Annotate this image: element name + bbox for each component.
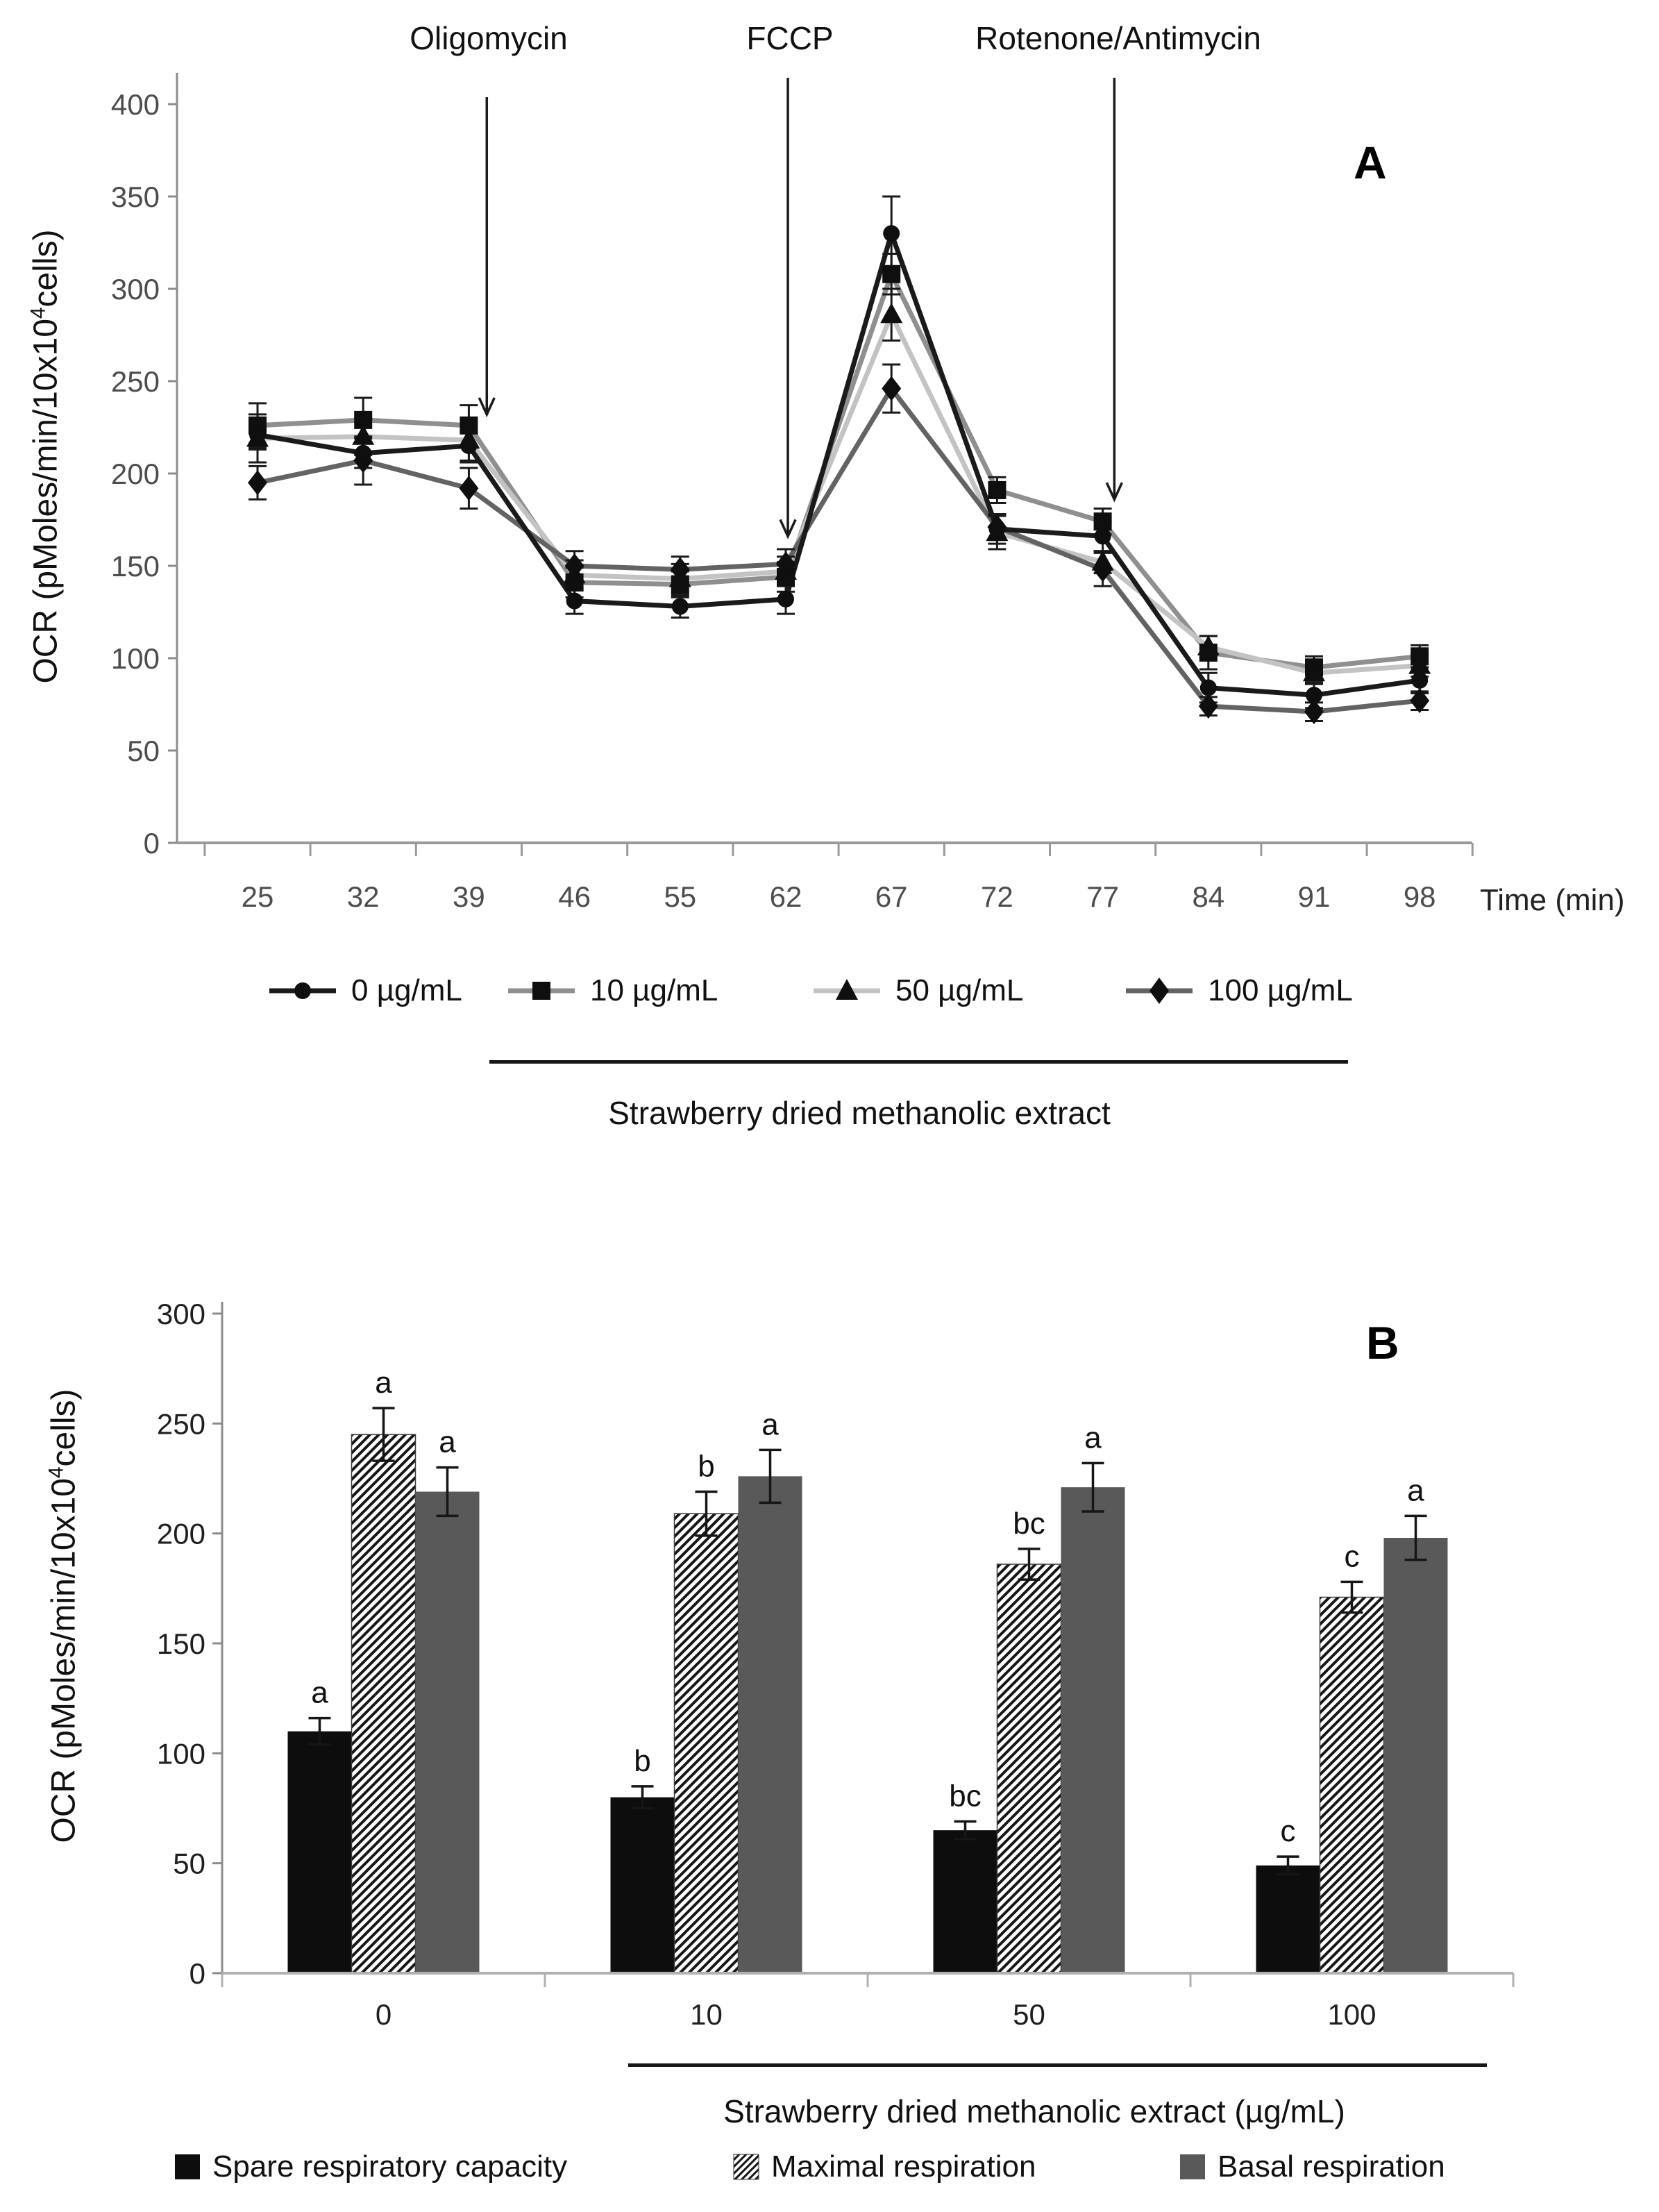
category-label: 0	[375, 1998, 392, 2031]
y-tick-label: 250	[156, 1407, 205, 1441]
y-tick-label: 150	[156, 1627, 205, 1660]
significance-letter: a	[311, 1675, 328, 1710]
y-axis-title-text: OCR (pMoles/min/10x10	[27, 319, 65, 684]
significance-letter: a	[761, 1407, 779, 1442]
data-point-marker	[988, 481, 1006, 499]
data-point-marker	[777, 591, 794, 608]
circle-series-marker-icon	[269, 975, 336, 1007]
category-label: 10	[690, 1998, 723, 2031]
significance-letter: a	[375, 1366, 392, 1400]
y-tick-label: 50	[127, 735, 160, 767]
x-tick-label: 55	[664, 880, 697, 913]
legend-label: 100 µg/mL	[1208, 973, 1353, 1007]
bar	[288, 1732, 352, 1973]
panel-a-treatment-underline	[489, 1060, 1348, 1064]
y-tick-label: 350	[110, 181, 160, 213]
bar	[352, 1434, 416, 1973]
x-tick-label: 46	[558, 880, 591, 913]
y-axis-title-superscript: 4	[26, 307, 50, 319]
series-line	[258, 274, 1420, 668]
bar	[1320, 1597, 1384, 1973]
series-line	[258, 315, 1420, 673]
x-tick-label: 32	[346, 880, 380, 913]
series-line	[258, 233, 1420, 695]
category-label: 50	[1013, 1998, 1045, 2031]
bar	[611, 1798, 675, 1973]
panel-b-x-axis-title: Strawberry dried methanolic extract (µg/mL)	[723, 2093, 1345, 2129]
y-tick-label: 100	[110, 642, 160, 675]
y-tick-label: 250	[110, 365, 160, 398]
diamond-series-marker-icon	[1126, 975, 1193, 1007]
significance-letter: b	[634, 1743, 651, 1778]
significance-letter: a	[439, 1425, 456, 1459]
bar	[934, 1830, 997, 1973]
y-axis-title-text: cells)	[27, 229, 65, 308]
panel-a-x-axis-title: Time (min)	[1480, 883, 1625, 917]
significance-letter: c	[1280, 1814, 1296, 1849]
bar	[997, 1564, 1061, 1973]
legend-label: 10 µg/mL	[590, 973, 718, 1007]
legend-label: Maximal respiration	[771, 2150, 1036, 2184]
annotation-label-rotenone-antimycin: Rotenone/Antimycin	[975, 20, 1261, 56]
x-tick-label: 25	[241, 880, 274, 913]
data-point-marker	[1306, 687, 1322, 703]
gray-bar-swatch-icon	[1179, 2153, 1206, 2181]
x-tick-label: 91	[1297, 880, 1331, 913]
y-tick-label: 100	[156, 1737, 205, 1770]
data-point-marker	[460, 437, 477, 454]
y-tick-label: 0	[143, 827, 160, 860]
bar	[675, 1514, 739, 1973]
y-tick-label: 50	[173, 1847, 205, 1880]
data-point-marker	[1095, 528, 1111, 544]
bar	[1256, 1866, 1320, 1973]
y-tick-label: 0	[189, 1957, 205, 1990]
bar	[1384, 1538, 1448, 1973]
panel-a-letter: A	[1354, 137, 1387, 188]
significance-letter: c	[1344, 1539, 1360, 1574]
y-axis-title-superscript: 4	[44, 1466, 68, 1479]
y-tick-label: 400	[110, 88, 160, 121]
legend-item-0ug	[269, 973, 462, 1008]
significance-letter: a	[1407, 1473, 1424, 1508]
x-tick-label: 39	[453, 880, 485, 913]
y-tick-label: 200	[156, 1517, 205, 1550]
x-tick-label: 67	[875, 880, 908, 913]
y-tick-label: 300	[156, 1297, 205, 1330]
x-tick-label: 84	[1192, 880, 1225, 913]
y-tick-label: 150	[110, 550, 160, 583]
data-point-marker	[566, 593, 583, 610]
bar	[416, 1491, 480, 1973]
data-point-marker	[882, 265, 900, 283]
data-point-marker	[355, 445, 371, 462]
line-chart-panel-a	[0, 0, 1659, 930]
legend-label: 50 µg/mL	[895, 973, 1024, 1007]
hatched-bar-swatch-icon	[732, 2153, 760, 2181]
panel-b-treatment-underline	[628, 2063, 1487, 2067]
legend-item-basal-respiration	[1179, 2150, 1445, 2184]
significance-letter: b	[698, 1449, 715, 1484]
legend-item-spare-respiratory-capacity	[174, 2150, 567, 2184]
bar-chart-panel-b	[0, 1180, 1659, 2212]
square-series-marker-icon	[508, 975, 575, 1007]
data-point-marker	[1411, 672, 1428, 689]
legend-item-10ug	[508, 973, 718, 1008]
legend-label: Spare respiratory capacity	[212, 2150, 568, 2184]
panel-a-treatment-caption: Strawberry dried methanolic extract	[608, 1095, 1111, 1131]
black-bar-swatch-icon	[174, 2153, 201, 2181]
significance-letter: bc	[1013, 1506, 1045, 1541]
triangle-series-marker-icon	[814, 975, 880, 1007]
significance-letter: a	[1084, 1421, 1102, 1455]
panel-b-letter: B	[1366, 1317, 1399, 1368]
panel-b-y-axis-title	[45, 1269, 83, 1963]
category-label: 100	[1327, 1998, 1376, 2031]
data-point-marker	[459, 476, 478, 501]
x-tick-label: 77	[1086, 880, 1119, 913]
data-point-marker	[249, 426, 266, 443]
data-point-marker	[883, 225, 900, 242]
data-point-marker	[1200, 680, 1217, 696]
y-axis-title-text: cells)	[45, 1389, 83, 1467]
annotation-label-oligomycin: Oligomycin	[410, 20, 568, 56]
x-tick-label: 62	[769, 880, 802, 913]
y-tick-label: 200	[110, 458, 160, 490]
data-point-marker	[1094, 512, 1112, 530]
y-axis-title-text: OCR (pMoles/min/10x10	[45, 1478, 83, 1843]
bar	[739, 1476, 802, 1973]
significance-letter: bc	[949, 1779, 982, 1813]
y-tick-label: 300	[110, 273, 160, 305]
data-point-marker	[248, 470, 267, 495]
data-point-marker	[880, 303, 902, 323]
legend-label: Basal respiration	[1218, 2150, 1445, 2184]
x-tick-label: 98	[1403, 880, 1436, 913]
legend-item-50ug	[814, 973, 1023, 1008]
legend-label: 0 µg/mL	[351, 973, 462, 1007]
annotation-label-fccp: FCCP	[746, 20, 834, 56]
data-point-marker	[988, 521, 1005, 537]
legend-item-100ug	[1126, 973, 1353, 1008]
panel-a-y-axis-title	[27, 110, 65, 804]
data-point-marker	[672, 598, 689, 615]
bar	[1061, 1487, 1125, 1973]
legend-item-maximal-respiration	[732, 2150, 1036, 2184]
x-tick-label: 72	[981, 880, 1013, 913]
